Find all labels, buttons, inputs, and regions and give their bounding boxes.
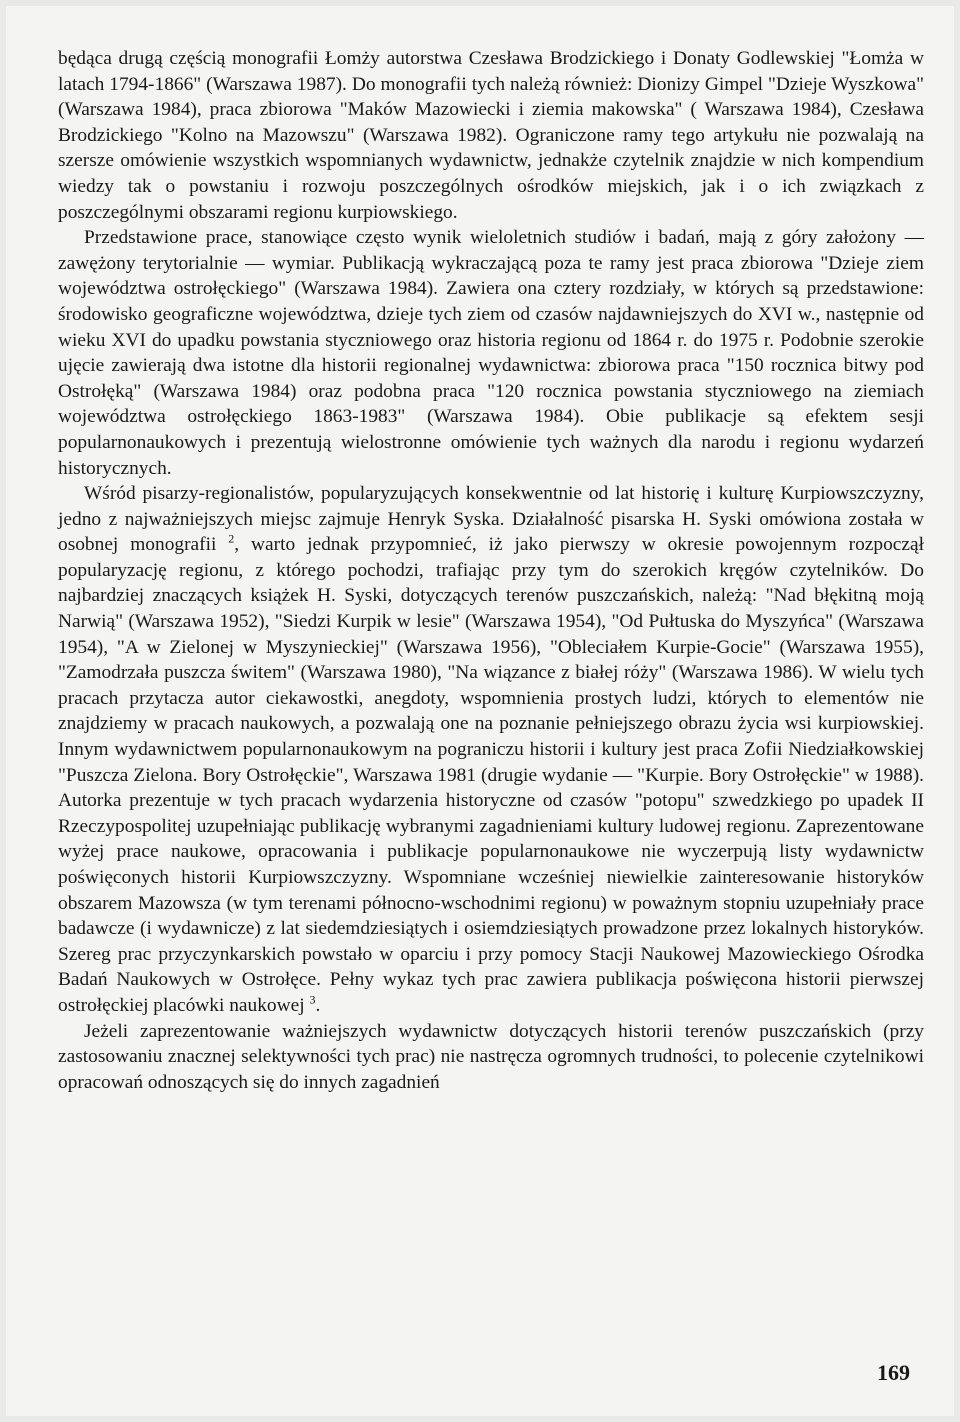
footnote-ref-3: 3: [309, 992, 316, 1007]
paragraph-4-text: Jeżeli zaprezentowanie ważniejszych wydawnictw dotyczących historii terenów puszczańskich (przy zastosowaniu znacznej selektywności tych prac) nie nastręcza ogromnych trudności, to polecenie czytelnikowi opracowań odnoszących się do innych zagadnień: [58, 1020, 924, 1093]
paragraph-1-text: będąca drugą częścią monografii Łomży autorstwa Czesława Brodzickiego i Donaty Godlewskiej "Łomża w latach 1794-1866" (Warszawa 1987). Do monografii tych należą również: Dionizy Gimpel "Dzieje Wyszkowa" (Warszawa 1984), praca zbiorowa "Maków Mazowiecki i ziemia makowska" ( Warszawa 1984), Czesława Brodzickiego "Kolno na Mazowszu" (Warszawa 1982). Ograniczone ramy tego artykułu nie pozwalają na szersze omówienie wszystkich wspomnianych wydawnictw, jednakże czytelnik znajdzie w nich kompendium wiedzy tak o powstaniu i rozwoju poszczególnych ośrodków miejskich, jak i o ich związkach z poszczególnymi obszarami regionu kurpiowskiego.: [58, 48, 924, 223]
paragraph-2-text: Przedstawione prace, stanowiące często wynik wieloletnich studiów i badań, mają z góry założony — zawężony terytorialnie — wymiar. Publikacją wykraczającą poza te ramy jest praca zbiorowa "Dzieje ziem województwa ostrołęckiego" (Warszawa 1984). Zawiera ona cztery rozdziały, w których są przedstawione: środowisko geograficzne województwa, dzieje tych ziem od czasów najdawniejszych do XVI w., następnie od wieku XVI do upadku powstania styczniowego oraz historia regionu od 1864 r. do 1975 r. Podobnie szerokie ujęcie zawierają dwa istotne dla historii regionalnej wydawnictwa: zbiorowa praca "150 rocznica bitwy pod Ostrołęką" (Warszawa 1984) oraz podobna praca "120 rocznica powstania styczniowego na ziemiach województwa ostrołęckiego 1863-1983" (Warszawa 1984). Obie publikacje są efektem sesji popularnonaukowych i prezentują wielostronne omówienie tych ważnych dla narodu i regionu wydarzeń historycznych.: [58, 227, 924, 479]
paragraph-1: [58, 46, 924, 225]
document-page: [6, 6, 954, 1416]
body-text: [58, 46, 924, 1095]
paragraph-3-text-a: Wśród pisarzy-regionalistów, popularyzujących konsekwentnie od lat historię i kulturę Kurpiowszczyzny, jedno z najważniejszych miejsc zajmuje Henryk Syska. Działalność pisarska H. Syski omówiona została w osobnej monografii: [58, 483, 924, 556]
footnote-ref-2: 2: [228, 531, 235, 546]
paragraph-3-text-b: , warto jednak przypomnieć, iż jako pierwszy w okresie powojennym rozpoczął popularyzację regionu, z którego pochodzi, trafiając przy tym do szerokich kręgów czytelników. Do najbardziej znaczących książek H. Syski, dotyczących terenów puszczańskich, należą: "Nad błękitną moją Narwią" (Warszawa 1952), "Siedzi Kurpik w lesie" (Warszawa 1954), "Od Pułtuska do Myszyńca" (Warszawa 1954), "A w Zielonej w Myszynieckiej" (Warszawa 1956), "Obleciałem Kurpie-Gocie" (Warszawa 1955), "Zamodrzała puszcza świtem" (Warszawa 1980), "Na wiązance z białej róży" (Warszawa 1986). W wielu tych pracach przytacza autor ciekawostki, anegdoty, wspomnienia prostych ludzi, których to elementów nie znajdziemy w pracach naukowych, a pozwalają one na poznanie pełniejszego obrazu życia wsi kurpiowskiej. Innym wydawnictwem popularnonaukowym na pograniczu historii i kultury jest praca Zofii Niedziałkowskiej "Puszcza Zielona. Bory Ostrołęckie", Warszawa 1981 (drugie wydanie — "Kurpie. Bory Ostrołęckie" w 1988). Autorka prezentuje w tych pracach wydarzenia historyczne od czasów "potopu" szwedzkiego po upadek II Rzeczypospolitej uzupełniając publikację wybranymi zagadnieniami kultury ludowej regionu. Zaprezentowane wyżej prace naukowe, opracowania i publikacje popularnonaukowe nie wyczerpują listy wydawnictw poświęconych historii Kurpiowszczyzny. Wspomniane wcześniej niewielkie zainteresowanie historyków obszarem Mazowsza (w tym terenami północno-wschodnimi regionu) w poważnym stopniu uzupełniały prace badawcze (i wydawnicze) z lat siedemdziesiątych i osiemdziesiątych prowadzone przez lokalnych historyków. Szereg prac przyczynkarskich powstało w oparciu i przy pomocy Stacji Naukowej Mazowieckiego Ośrodka Badań Naukowych w Ostrołęce. Pełny wykaz tych prac zawiera publikacja poświęcona historii pierwszej ostrołęckiej placówki naukowej: [58, 534, 924, 1016]
paragraph-2: [58, 225, 924, 481]
page-number: 169: [877, 1360, 910, 1385]
paragraph-3-text-c: .: [315, 994, 321, 1016]
paragraph-4: [58, 1019, 924, 1096]
paragraph-3: [58, 481, 924, 1018]
